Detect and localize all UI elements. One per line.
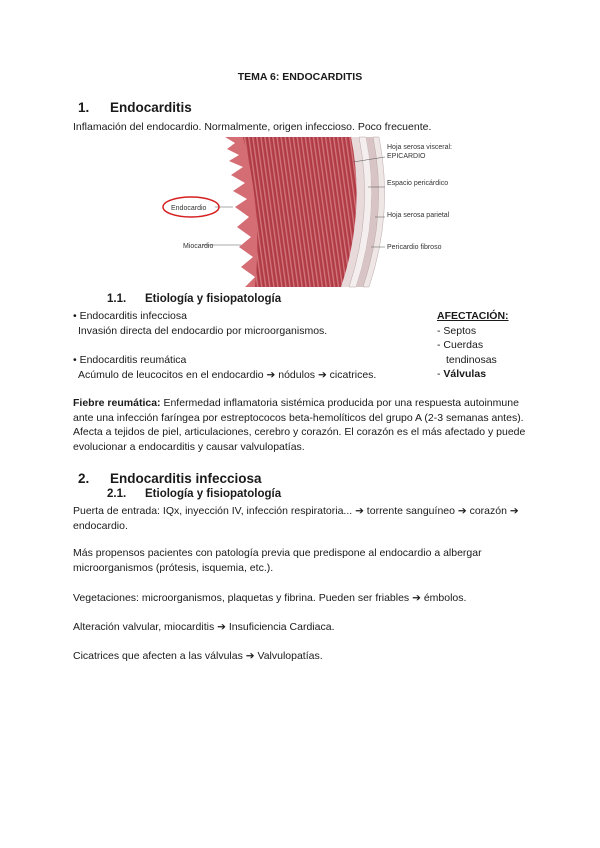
paragraph-alteracion: Alteración valvular, miocarditis ➔ Insuficiencia Cardiaca. xyxy=(73,621,335,633)
item-text: Invasión directa del endocardio por microorganismos. xyxy=(78,324,328,337)
afectacion-item: - Cuerdas xyxy=(437,339,484,351)
section-2-heading xyxy=(78,471,262,486)
section-1-1-heading xyxy=(107,293,281,305)
item-title: • Endocarditis infecciosa xyxy=(73,310,187,322)
afectacion-prefix: - xyxy=(437,368,444,380)
label-endocardio: Endocardio xyxy=(171,205,207,212)
paragraph-vegetaciones: Vegetaciones: microorganismos, plaquetas y fibrina. Pueden ser friables ➔ émbolos. xyxy=(73,592,467,604)
section-1-intro: Inflamación del endocardio. Normalmente, origen infeccioso. Poco frecuente. xyxy=(73,121,432,133)
label-parietal: Hoja serosa parietal xyxy=(387,212,450,219)
fiebre-label: Fiebre reumática: xyxy=(73,397,161,409)
paragraph-propensos: Más propensos pacientes con patología previa que predispone al endocardio a albergar microorganismos (prótesis, isquemia, etc.). xyxy=(73,547,482,574)
afectacion-item: - Septos xyxy=(437,324,477,337)
fiebre-text: Enfermedad inflamatoria sistémica producida por una respuesta autoinmune ante una infección faríngea por estreptococos beta-hemolíticos del grupo A (2-3 semanas antes). Afecta a tejidos de piel, articulaciones, cerebro y corazón. El corazón es el más afectado y puede evolucionar a endocarditis y causar valvulopatías. xyxy=(73,397,526,453)
afectacion-item xyxy=(437,367,509,382)
section-number: 2. xyxy=(78,471,90,486)
afectacion-valvulas: Válvulas xyxy=(443,368,487,380)
item-endocarditis-infecciosa xyxy=(73,309,433,338)
fiebre-reumatica-paragraph xyxy=(73,396,528,454)
section-title: Etiología y fisiopatología xyxy=(145,293,282,305)
afectacion-title: AFECTACIÓN: xyxy=(437,310,509,322)
heart-wall-figure xyxy=(163,137,452,287)
section-title: Endocarditis xyxy=(110,100,192,115)
section-number: 1.1. xyxy=(107,293,127,305)
item-endocarditis-reumatica xyxy=(73,353,433,382)
label-miocardio: Miocardio xyxy=(183,243,214,250)
heart-wall-illustration xyxy=(163,137,452,287)
label-epicardio: EPICARDIO xyxy=(387,153,426,160)
paragraph-cicatrices: Cicatrices que afecten a las válvulas ➔ Valvulopatías. xyxy=(73,650,323,662)
afectacion-item-cont: tendinosas xyxy=(446,353,497,366)
section-1-heading xyxy=(78,100,192,115)
page-title: TEMA 6: ENDOCARDITIS xyxy=(237,71,363,83)
paragraph-puerta-entrada: Puerta de entrada: IQx, inyección IV, infección respiratoria... ➔ torrente sanguíneo ➔ corazón ➔ endocardio. xyxy=(73,505,519,532)
section-number: 2.1. xyxy=(107,488,127,500)
item-title: • Endocarditis reumática xyxy=(73,354,187,366)
section-title: Etiología y fisiopatología xyxy=(145,488,282,500)
section-title: Endocarditis infecciosa xyxy=(110,471,262,486)
label-visceral: Hoja serosa visceral: xyxy=(387,144,452,151)
section-number: 1. xyxy=(78,100,90,115)
label-espacio: Espacio pericárdico xyxy=(387,180,449,187)
afectacion-list xyxy=(437,309,509,382)
label-fibroso: Pericardio fibroso xyxy=(387,244,442,251)
section-2-1-heading xyxy=(107,488,281,500)
item-text: Acúmulo de leucocitos en el endocardio ➔ nódulos ➔ cicatrices. xyxy=(78,368,377,381)
